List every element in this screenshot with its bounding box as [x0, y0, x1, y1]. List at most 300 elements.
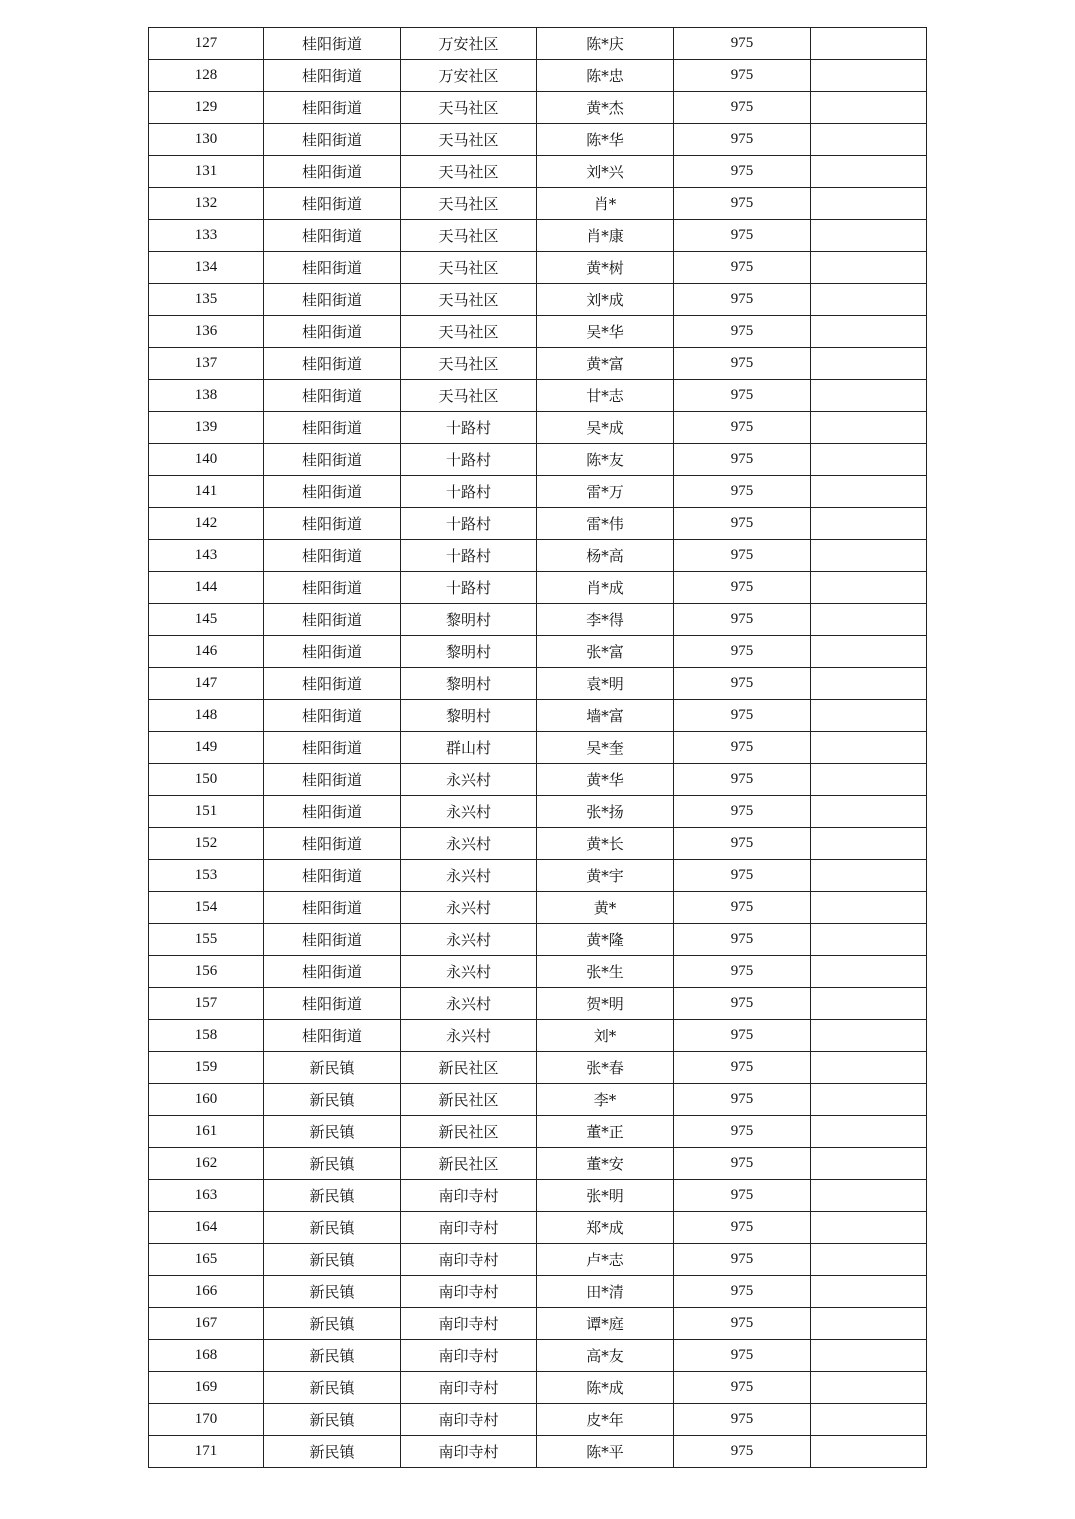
table-row [149, 508, 927, 540]
row-number-cell: 141 [149, 476, 264, 508]
table-row [149, 476, 927, 508]
amount-cell: 975 [674, 1244, 811, 1276]
name-cell: 陈*成 [537, 1372, 674, 1404]
row-number-cell: 147 [149, 668, 264, 700]
row-number-cell: 136 [149, 316, 264, 348]
subdistrict-cell: 桂阳街道 [264, 92, 401, 124]
subdistrict-cell: 桂阳街道 [264, 796, 401, 828]
table-row [149, 316, 927, 348]
row-number-cell: 142 [149, 508, 264, 540]
community-cell: 天马社区 [401, 252, 537, 284]
row-number-cell: 170 [149, 1404, 264, 1436]
name-cell: 高*友 [537, 1340, 674, 1372]
remark-cell [811, 156, 927, 188]
row-number-cell: 132 [149, 188, 264, 220]
amount-cell: 975 [674, 1276, 811, 1308]
row-number-cell: 164 [149, 1212, 264, 1244]
subdistrict-cell: 桂阳街道 [264, 252, 401, 284]
row-number-cell: 148 [149, 700, 264, 732]
subdistrict-cell: 新民镇 [264, 1244, 401, 1276]
name-cell: 陈*友 [537, 444, 674, 476]
name-cell: 谭*庭 [537, 1308, 674, 1340]
community-cell: 永兴村 [401, 1020, 537, 1052]
community-cell: 永兴村 [401, 988, 537, 1020]
community-cell: 南印寺村 [401, 1372, 537, 1404]
table-row [149, 604, 927, 636]
community-cell: 天马社区 [401, 188, 537, 220]
table-row [149, 188, 927, 220]
amount-cell: 975 [674, 60, 811, 92]
amount-cell: 975 [674, 348, 811, 380]
community-cell: 新民社区 [401, 1116, 537, 1148]
remark-cell [811, 124, 927, 156]
row-number-cell: 138 [149, 380, 264, 412]
subdistrict-cell: 桂阳街道 [264, 348, 401, 380]
table-row [149, 860, 927, 892]
remark-cell [811, 860, 927, 892]
row-number-cell: 165 [149, 1244, 264, 1276]
table-row [149, 1212, 927, 1244]
amount-cell: 975 [674, 1052, 811, 1084]
table-row [149, 156, 927, 188]
community-cell: 永兴村 [401, 956, 537, 988]
amount-cell: 975 [674, 1308, 811, 1340]
subdistrict-cell: 桂阳街道 [264, 156, 401, 188]
amount-cell: 975 [674, 1020, 811, 1052]
table-row [149, 572, 927, 604]
name-cell: 李* [537, 1084, 674, 1116]
table-row [149, 444, 927, 476]
subdistrict-cell: 新民镇 [264, 1116, 401, 1148]
subdistrict-cell: 桂阳街道 [264, 668, 401, 700]
table-row [149, 988, 927, 1020]
table-row [149, 1404, 927, 1436]
table-row [149, 1276, 927, 1308]
subdistrict-cell: 新民镇 [264, 1372, 401, 1404]
community-cell: 天马社区 [401, 284, 537, 316]
remark-cell [811, 892, 927, 924]
remark-cell [811, 764, 927, 796]
amount-cell: 975 [674, 1116, 811, 1148]
remark-cell [811, 540, 927, 572]
community-cell: 南印寺村 [401, 1340, 537, 1372]
subdistrict-cell: 桂阳街道 [264, 892, 401, 924]
row-number-cell: 168 [149, 1340, 264, 1372]
amount-cell: 975 [674, 668, 811, 700]
row-number-cell: 129 [149, 92, 264, 124]
name-cell: 雷*伟 [537, 508, 674, 540]
subdistrict-cell: 桂阳街道 [264, 540, 401, 572]
amount-cell: 975 [674, 92, 811, 124]
name-cell: 黄*长 [537, 828, 674, 860]
remark-cell [811, 924, 927, 956]
table-row [149, 1148, 927, 1180]
name-cell: 肖*成 [537, 572, 674, 604]
community-cell: 南印寺村 [401, 1436, 537, 1468]
remark-cell [811, 412, 927, 444]
remark-cell [811, 1276, 927, 1308]
table-row [149, 124, 927, 156]
table-row [149, 1084, 927, 1116]
table-row [149, 892, 927, 924]
remark-cell [811, 732, 927, 764]
amount-cell: 975 [674, 380, 811, 412]
remark-cell [811, 572, 927, 604]
amount-cell: 975 [674, 828, 811, 860]
amount-cell: 975 [674, 316, 811, 348]
amount-cell: 975 [674, 1404, 811, 1436]
community-cell: 十路村 [401, 476, 537, 508]
community-cell: 天马社区 [401, 92, 537, 124]
remark-cell [811, 1084, 927, 1116]
community-cell: 黎明村 [401, 700, 537, 732]
subdistrict-cell: 桂阳街道 [264, 412, 401, 444]
remark-cell [811, 1244, 927, 1276]
subdistrict-cell: 桂阳街道 [264, 732, 401, 764]
table-row [149, 828, 927, 860]
name-cell: 黄*树 [537, 252, 674, 284]
row-number-cell: 158 [149, 1020, 264, 1052]
table-row [149, 284, 927, 316]
name-cell: 杨*高 [537, 540, 674, 572]
community-cell: 天马社区 [401, 348, 537, 380]
row-number-cell: 140 [149, 444, 264, 476]
amount-cell: 975 [674, 476, 811, 508]
amount-cell: 975 [674, 1180, 811, 1212]
community-cell: 黎明村 [401, 604, 537, 636]
name-cell: 陈*平 [537, 1436, 674, 1468]
table-row [149, 252, 927, 284]
name-cell: 吴*华 [537, 316, 674, 348]
row-number-cell: 163 [149, 1180, 264, 1212]
table-row [149, 1116, 927, 1148]
community-cell: 万安社区 [401, 60, 537, 92]
subdistrict-cell: 新民镇 [264, 1052, 401, 1084]
community-cell: 永兴村 [401, 924, 537, 956]
subdistrict-cell: 新民镇 [264, 1148, 401, 1180]
name-cell: 董*正 [537, 1116, 674, 1148]
amount-cell: 975 [674, 572, 811, 604]
remark-cell [811, 1180, 927, 1212]
name-cell: 袁*明 [537, 668, 674, 700]
subdistrict-cell: 桂阳街道 [264, 60, 401, 92]
remark-cell [811, 636, 927, 668]
community-cell: 天马社区 [401, 124, 537, 156]
remark-cell [811, 348, 927, 380]
subdistrict-cell: 桂阳街道 [264, 380, 401, 412]
remark-cell [811, 60, 927, 92]
subdistrict-cell: 桂阳街道 [264, 604, 401, 636]
row-number-cell: 151 [149, 796, 264, 828]
amount-cell: 975 [674, 124, 811, 156]
community-cell: 南印寺村 [401, 1308, 537, 1340]
subdistrict-cell: 新民镇 [264, 1212, 401, 1244]
name-cell: 黄*宇 [537, 860, 674, 892]
community-cell: 黎明村 [401, 668, 537, 700]
table-row [149, 380, 927, 412]
row-number-cell: 131 [149, 156, 264, 188]
remark-cell [811, 220, 927, 252]
name-cell: 黄*富 [537, 348, 674, 380]
name-cell: 刘*兴 [537, 156, 674, 188]
row-number-cell: 156 [149, 956, 264, 988]
table-row [149, 796, 927, 828]
community-cell: 新民社区 [401, 1148, 537, 1180]
row-number-cell: 144 [149, 572, 264, 604]
remark-cell [811, 1308, 927, 1340]
row-number-cell: 154 [149, 892, 264, 924]
remark-cell [811, 700, 927, 732]
amount-cell: 975 [674, 1084, 811, 1116]
row-number-cell: 153 [149, 860, 264, 892]
remark-cell [811, 956, 927, 988]
table-row [149, 1436, 927, 1468]
community-cell: 新民社区 [401, 1084, 537, 1116]
community-cell: 万安社区 [401, 28, 537, 60]
row-number-cell: 157 [149, 988, 264, 1020]
remark-cell [811, 188, 927, 220]
community-cell: 南印寺村 [401, 1244, 537, 1276]
remark-cell [811, 1340, 927, 1372]
row-number-cell: 166 [149, 1276, 264, 1308]
subdistrict-cell: 新民镇 [264, 1084, 401, 1116]
row-number-cell: 160 [149, 1084, 264, 1116]
table-row [149, 412, 927, 444]
row-number-cell: 169 [149, 1372, 264, 1404]
row-number-cell: 139 [149, 412, 264, 444]
table-row [149, 1340, 927, 1372]
subdistrict-cell: 桂阳街道 [264, 636, 401, 668]
remark-cell [811, 1020, 927, 1052]
amount-cell: 975 [674, 892, 811, 924]
community-cell: 十路村 [401, 412, 537, 444]
amount-cell: 975 [674, 156, 811, 188]
subdistrict-cell: 桂阳街道 [264, 1020, 401, 1052]
name-cell: 张*明 [537, 1180, 674, 1212]
remark-cell [811, 92, 927, 124]
community-cell: 永兴村 [401, 764, 537, 796]
name-cell: 董*安 [537, 1148, 674, 1180]
remark-cell [811, 1404, 927, 1436]
subdistrict-cell: 新民镇 [264, 1276, 401, 1308]
subdistrict-cell: 桂阳街道 [264, 508, 401, 540]
subdistrict-cell: 桂阳街道 [264, 828, 401, 860]
community-cell: 天马社区 [401, 316, 537, 348]
remark-cell [811, 668, 927, 700]
community-cell: 十路村 [401, 444, 537, 476]
amount-cell: 975 [674, 700, 811, 732]
name-cell: 陈*华 [537, 124, 674, 156]
row-number-cell: 134 [149, 252, 264, 284]
name-cell: 肖* [537, 188, 674, 220]
table-row [149, 220, 927, 252]
remark-cell [811, 796, 927, 828]
row-number-cell: 145 [149, 604, 264, 636]
remark-cell [811, 1116, 927, 1148]
row-number-cell: 133 [149, 220, 264, 252]
table-row [149, 668, 927, 700]
remark-cell [811, 508, 927, 540]
name-cell: 张*富 [537, 636, 674, 668]
amount-cell: 975 [674, 956, 811, 988]
name-cell: 刘* [537, 1020, 674, 1052]
name-cell: 黄*华 [537, 764, 674, 796]
amount-cell: 975 [674, 604, 811, 636]
subdistrict-cell: 桂阳街道 [264, 476, 401, 508]
amount-cell: 975 [674, 540, 811, 572]
community-cell: 南印寺村 [401, 1180, 537, 1212]
name-cell: 黄*杰 [537, 92, 674, 124]
amount-cell: 975 [674, 1148, 811, 1180]
row-number-cell: 150 [149, 764, 264, 796]
subdistrict-cell: 桂阳街道 [264, 700, 401, 732]
remark-cell [811, 1052, 927, 1084]
amount-cell: 975 [674, 220, 811, 252]
remark-cell [811, 476, 927, 508]
table-row [149, 1180, 927, 1212]
name-cell: 卢*志 [537, 1244, 674, 1276]
table-row [149, 636, 927, 668]
name-cell: 贺*明 [537, 988, 674, 1020]
amount-cell: 975 [674, 796, 811, 828]
amount-cell: 975 [674, 444, 811, 476]
row-number-cell: 152 [149, 828, 264, 860]
name-cell: 雷*万 [537, 476, 674, 508]
table-row [149, 1020, 927, 1052]
subdistrict-cell: 桂阳街道 [264, 572, 401, 604]
name-cell: 郑*成 [537, 1212, 674, 1244]
remark-cell [811, 28, 927, 60]
table-row [149, 60, 927, 92]
name-cell: 刘*成 [537, 284, 674, 316]
subdistrict-cell: 桂阳街道 [264, 924, 401, 956]
community-cell: 天马社区 [401, 220, 537, 252]
remark-cell [811, 444, 927, 476]
name-cell: 吴*成 [537, 412, 674, 444]
amount-cell: 975 [674, 284, 811, 316]
name-cell: 吴*奎 [537, 732, 674, 764]
remark-cell [811, 1212, 927, 1244]
row-number-cell: 143 [149, 540, 264, 572]
table-row [149, 1244, 927, 1276]
amount-cell: 975 [674, 1372, 811, 1404]
subdistrict-cell: 新民镇 [264, 1180, 401, 1212]
subdistrict-cell: 桂阳街道 [264, 956, 401, 988]
table-row [149, 956, 927, 988]
table-row [149, 764, 927, 796]
name-cell: 李*得 [537, 604, 674, 636]
amount-cell: 975 [674, 924, 811, 956]
name-cell: 肖*康 [537, 220, 674, 252]
community-cell: 南印寺村 [401, 1276, 537, 1308]
subdistrict-cell: 桂阳街道 [264, 860, 401, 892]
remark-cell [811, 252, 927, 284]
name-cell: 皮*年 [537, 1404, 674, 1436]
community-cell: 十路村 [401, 540, 537, 572]
table-row [149, 1308, 927, 1340]
amount-cell: 975 [674, 988, 811, 1020]
amount-cell: 975 [674, 188, 811, 220]
table-row [149, 28, 927, 60]
name-cell: 张*春 [537, 1052, 674, 1084]
community-cell: 南印寺村 [401, 1212, 537, 1244]
amount-cell: 975 [674, 412, 811, 444]
amount-cell: 975 [674, 1212, 811, 1244]
amount-cell: 975 [674, 28, 811, 60]
amount-cell: 975 [674, 1436, 811, 1468]
table-row [149, 924, 927, 956]
row-number-cell: 161 [149, 1116, 264, 1148]
table-row [149, 732, 927, 764]
community-cell: 天马社区 [401, 380, 537, 412]
name-cell: 张*扬 [537, 796, 674, 828]
amount-cell: 975 [674, 860, 811, 892]
subdistrict-cell: 新民镇 [264, 1404, 401, 1436]
roster-table-body [149, 28, 927, 1468]
remark-cell [811, 604, 927, 636]
name-cell: 陈*忠 [537, 60, 674, 92]
community-cell: 天马社区 [401, 156, 537, 188]
remark-cell [811, 1436, 927, 1468]
subdistrict-cell: 新民镇 [264, 1436, 401, 1468]
row-number-cell: 135 [149, 284, 264, 316]
amount-cell: 975 [674, 636, 811, 668]
subdistrict-cell: 桂阳街道 [264, 28, 401, 60]
remark-cell [811, 1372, 927, 1404]
subdistrict-cell: 桂阳街道 [264, 220, 401, 252]
subdistrict-cell: 桂阳街道 [264, 988, 401, 1020]
subdistrict-cell: 桂阳街道 [264, 444, 401, 476]
subdistrict-cell: 桂阳街道 [264, 764, 401, 796]
subdistrict-cell: 新民镇 [264, 1308, 401, 1340]
remark-cell [811, 988, 927, 1020]
remark-cell [811, 316, 927, 348]
community-cell: 永兴村 [401, 796, 537, 828]
row-number-cell: 146 [149, 636, 264, 668]
amount-cell: 975 [674, 1340, 811, 1372]
community-cell: 南印寺村 [401, 1404, 537, 1436]
row-number-cell: 127 [149, 28, 264, 60]
subdistrict-cell: 桂阳街道 [264, 284, 401, 316]
row-number-cell: 137 [149, 348, 264, 380]
remark-cell [811, 380, 927, 412]
row-number-cell: 130 [149, 124, 264, 156]
subdistrict-cell: 新民镇 [264, 1340, 401, 1372]
row-number-cell: 155 [149, 924, 264, 956]
name-cell: 黄*隆 [537, 924, 674, 956]
remark-cell [811, 828, 927, 860]
community-cell: 永兴村 [401, 892, 537, 924]
community-cell: 十路村 [401, 572, 537, 604]
table-row [149, 92, 927, 124]
name-cell: 田*清 [537, 1276, 674, 1308]
name-cell: 黄* [537, 892, 674, 924]
community-cell: 十路村 [401, 508, 537, 540]
community-cell: 永兴村 [401, 860, 537, 892]
community-cell: 群山村 [401, 732, 537, 764]
table-row [149, 700, 927, 732]
name-cell: 陈*庆 [537, 28, 674, 60]
row-number-cell: 149 [149, 732, 264, 764]
subdistrict-cell: 桂阳街道 [264, 188, 401, 220]
amount-cell: 975 [674, 252, 811, 284]
community-cell: 黎明村 [401, 636, 537, 668]
amount-cell: 975 [674, 508, 811, 540]
row-number-cell: 167 [149, 1308, 264, 1340]
table-row [149, 1372, 927, 1404]
subdistrict-cell: 桂阳街道 [264, 124, 401, 156]
community-cell: 新民社区 [401, 1052, 537, 1084]
